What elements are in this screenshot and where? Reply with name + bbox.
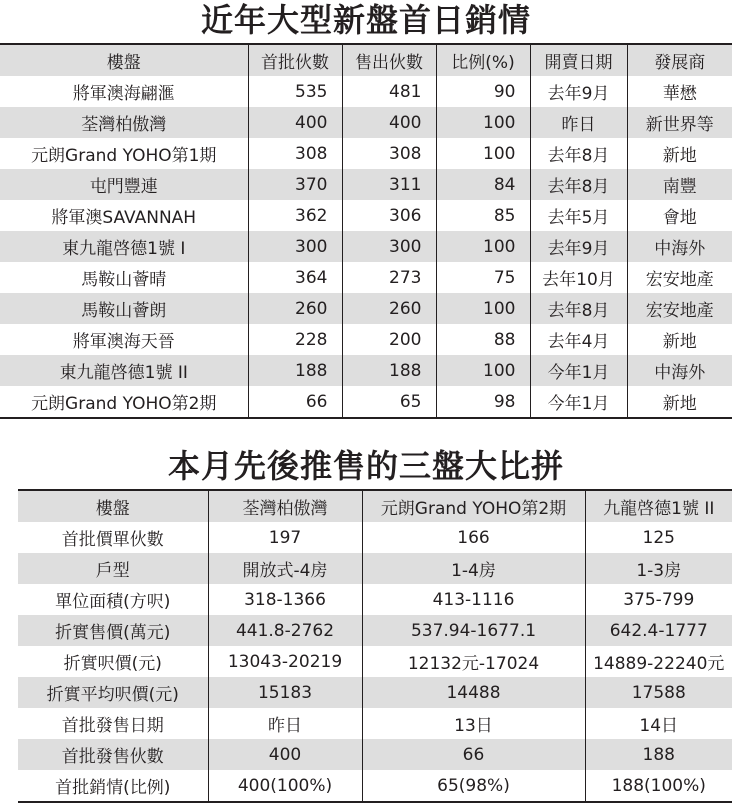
table-cell: 400: [248, 107, 342, 138]
table-cell: 197: [208, 522, 362, 553]
table-cell: 308: [248, 138, 342, 169]
table-cell: 新地: [627, 324, 732, 355]
table-cell: 100: [436, 355, 530, 386]
table-cell: 88: [436, 324, 530, 355]
table-cell: 12132元-17024: [362, 646, 585, 677]
table-cell: 折實售價(萬元): [18, 615, 208, 646]
table-cell: 荃灣柏傲灣: [0, 107, 248, 138]
table-cell: 14488: [362, 677, 585, 708]
table1-row: [0, 293, 732, 324]
table1-row: [0, 76, 732, 107]
header-cell: 九龍啓德1號 II: [585, 490, 732, 522]
comparison-table: [18, 489, 732, 803]
header-cell: 樓盤: [0, 44, 248, 76]
table-cell: 馬鞍山薈朗: [0, 293, 248, 324]
table-cell: 折實平均呎價(元): [18, 677, 208, 708]
table-cell: 1-4房: [362, 553, 585, 584]
table-cell: 100: [436, 231, 530, 262]
table-cell: 308: [342, 138, 436, 169]
table1-row: [0, 262, 732, 293]
table1-row: [0, 200, 732, 231]
table-cell: 去年5月: [530, 200, 627, 231]
table-cell: 15183: [208, 677, 362, 708]
table1-title: 近年大型新盤首日銷情: [200, 1, 531, 39]
table-cell: 中海外: [627, 231, 732, 262]
table-cell: 66: [362, 739, 585, 770]
table-cell: 14889-22240元: [585, 646, 732, 677]
table-cell: 去年4月: [530, 324, 627, 355]
table-cell: 今年1月: [530, 355, 627, 386]
table2-row: [18, 770, 732, 802]
header-cell: 樓盤: [18, 490, 208, 522]
table-cell: 273: [342, 262, 436, 293]
table-cell: 166: [362, 522, 585, 553]
table-cell: 去年10月: [530, 262, 627, 293]
table-cell: 戶型: [18, 553, 208, 584]
table-cell: 屯門豐連: [0, 169, 248, 200]
table-cell: 去年8月: [530, 169, 627, 200]
table-cell: 宏安地產: [627, 262, 732, 293]
table-cell: 188: [342, 355, 436, 386]
header-cell: 發展商: [627, 44, 732, 76]
table-cell: 首批發售伙數: [18, 739, 208, 770]
table-cell: 75: [436, 262, 530, 293]
table1-row: [0, 231, 732, 262]
header-cell: 開賣日期: [530, 44, 627, 76]
table-cell: 去年8月: [530, 293, 627, 324]
table-cell: 昨日: [208, 708, 362, 739]
table-cell: 馬鞍山薈晴: [0, 262, 248, 293]
table-cell: 首批發售日期: [18, 708, 208, 739]
table-cell: 200: [342, 324, 436, 355]
table-cell: 元朗Grand YOHO第2期: [0, 386, 248, 418]
table-cell: 125: [585, 522, 732, 553]
table-cell: 260: [342, 293, 436, 324]
table1-row: [0, 355, 732, 386]
table-cell: 188(100%): [585, 770, 732, 802]
table-cell: 今年1月: [530, 386, 627, 418]
header-cell: 比例(%): [436, 44, 530, 76]
table2-row: [18, 522, 732, 553]
table-cell: 98: [436, 386, 530, 418]
table-cell: 400: [342, 107, 436, 138]
table-cell: 1-3房: [585, 553, 732, 584]
table-cell: 642.4-1777: [585, 615, 732, 646]
table2-row: [18, 646, 732, 677]
table-cell: 188: [585, 739, 732, 770]
table-cell: 元朗Grand YOHO第1期: [0, 138, 248, 169]
table-cell: 413-1116: [362, 584, 585, 615]
table-cell: 去年9月: [530, 76, 627, 107]
table-cell: 14日: [585, 708, 732, 739]
table-cell: 100: [436, 107, 530, 138]
table-cell: 東九龍啓德1號 II: [0, 355, 248, 386]
header-cell: 首批伙數: [248, 44, 342, 76]
table-cell: 新地: [627, 386, 732, 418]
table1-row: [0, 324, 732, 355]
table-cell: 將軍澳海天晉: [0, 324, 248, 355]
table-cell: 13043-20219: [208, 646, 362, 677]
first-day-sales-table: [0, 43, 732, 419]
table-cell: 13日: [362, 708, 585, 739]
table2-header-row: [18, 490, 732, 522]
table-cell: 去年9月: [530, 231, 627, 262]
table-cell: 100: [436, 293, 530, 324]
table-cell: 昨日: [530, 107, 627, 138]
table-cell: 364: [248, 262, 342, 293]
table-cell: 華懋: [627, 76, 732, 107]
table-cell: 65(98%): [362, 770, 585, 802]
table-cell: 開放式-4房: [208, 553, 362, 584]
table2-row: [18, 708, 732, 739]
table-cell: 441.8-2762: [208, 615, 362, 646]
table-cell: 東九龍啓德1號 I: [0, 231, 248, 262]
table-cell: 260: [248, 293, 342, 324]
table2-row: [18, 553, 732, 584]
table-cell: 去年8月: [530, 138, 627, 169]
table-cell: 首批銷情(比例): [18, 770, 208, 802]
table1-row: [0, 107, 732, 138]
table-cell: 85: [436, 200, 530, 231]
table-cell: 90: [436, 76, 530, 107]
table2-title: 本月先後推售的三盤大比拼: [167, 447, 564, 485]
table-cell: 南豐: [627, 169, 732, 200]
table-cell: 375-799: [585, 584, 732, 615]
table-cell: 新地: [627, 138, 732, 169]
table-cell: 400: [208, 739, 362, 770]
table1-row: [0, 138, 732, 169]
table-cell: 188: [248, 355, 342, 386]
table-cell: 將軍澳SAVANNAH: [0, 200, 248, 231]
table-cell: 中海外: [627, 355, 732, 386]
table1-row: [0, 386, 732, 418]
table-cell: 將軍澳海翩滙: [0, 76, 248, 107]
table-cell: 17588: [585, 677, 732, 708]
table-cell: 318-1366: [208, 584, 362, 615]
table-cell: 單位面積(方呎): [18, 584, 208, 615]
table2-row: [18, 584, 732, 615]
table2-row: [18, 739, 732, 770]
table1-row: [0, 169, 732, 200]
table-cell: 300: [342, 231, 436, 262]
header-cell: 荃灣柏傲灣: [208, 490, 362, 522]
table-cell: 370: [248, 169, 342, 200]
table-cell: 折實呎價(元): [18, 646, 208, 677]
table-cell: 306: [342, 200, 436, 231]
table-cell: 84: [436, 169, 530, 200]
table-cell: 311: [342, 169, 436, 200]
header-cell: 售出伙數: [342, 44, 436, 76]
table-cell: 228: [248, 324, 342, 355]
table-cell: 65: [342, 386, 436, 418]
table2-row: [18, 677, 732, 708]
table-cell: 481: [342, 76, 436, 107]
table-cell: 新世界等: [627, 107, 732, 138]
table-cell: 362: [248, 200, 342, 231]
table-cell: 300: [248, 231, 342, 262]
table1-header-row: [0, 44, 732, 76]
table-cell: 100: [436, 138, 530, 169]
table-cell: 宏安地產: [627, 293, 732, 324]
table-cell: 首批價單伙數: [18, 522, 208, 553]
table-cell: 66: [248, 386, 342, 418]
header-cell: 元朗Grand YOHO第2期: [362, 490, 585, 522]
table2-row: [18, 615, 732, 646]
table-cell: 537.94-1677.1: [362, 615, 585, 646]
table-cell: 400(100%): [208, 770, 362, 802]
table-cell: 會地: [627, 200, 732, 231]
table-cell: 535: [248, 76, 342, 107]
